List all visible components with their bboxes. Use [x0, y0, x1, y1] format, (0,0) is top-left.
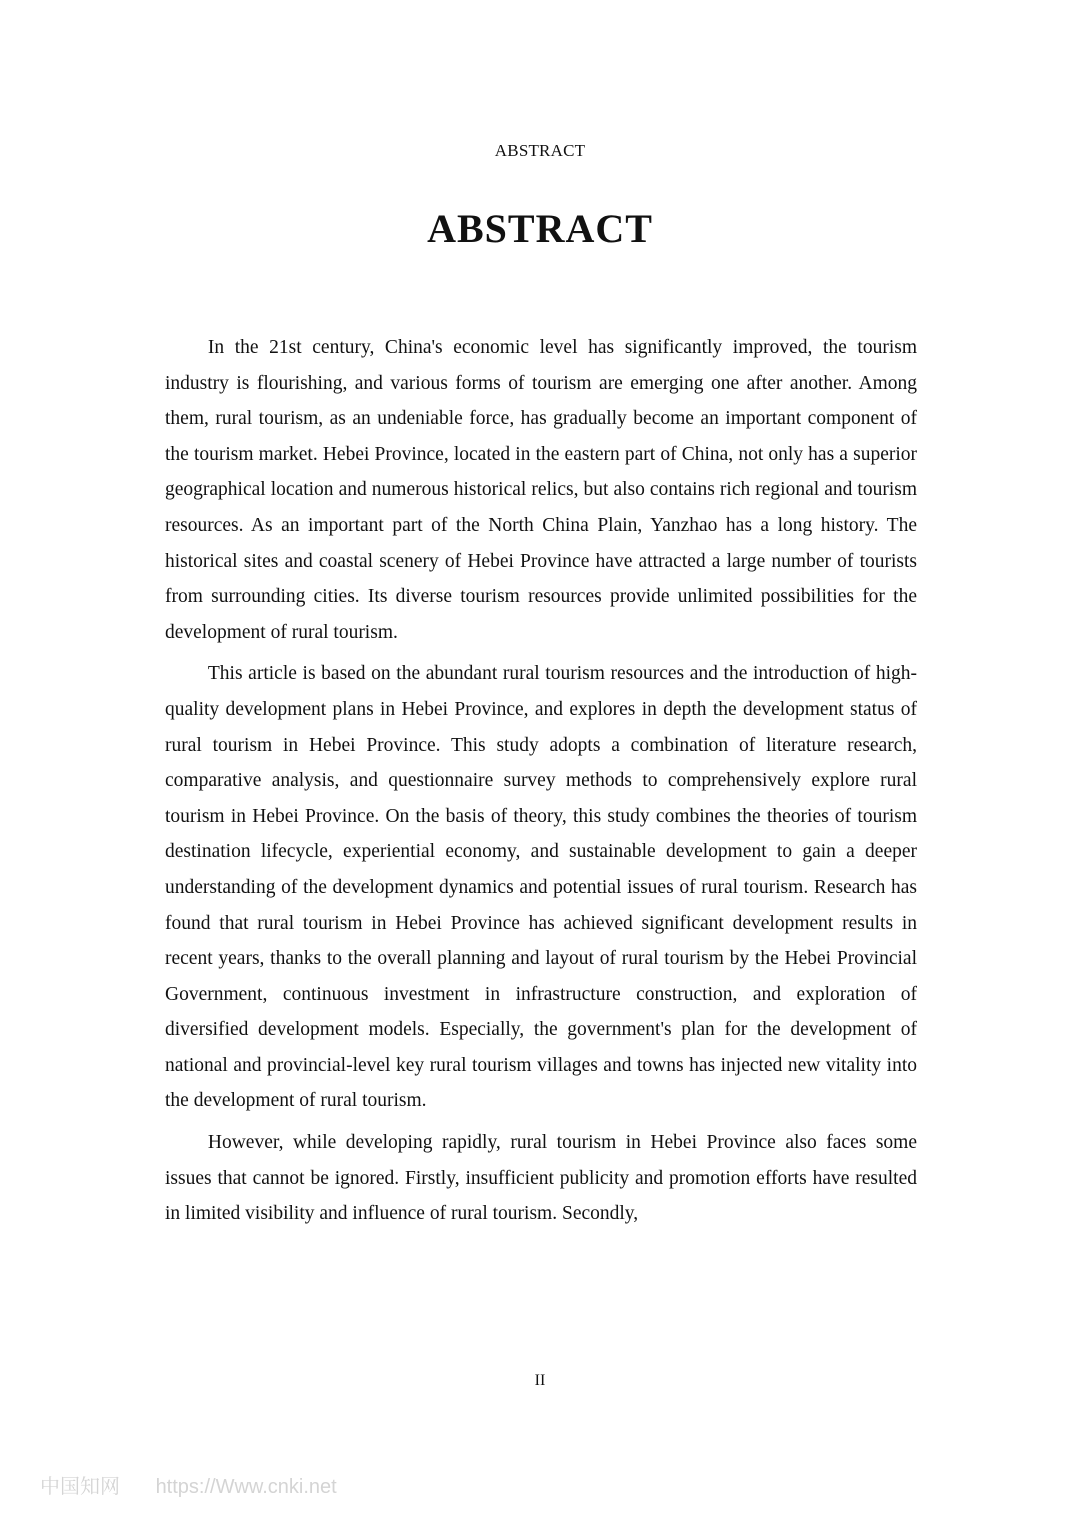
abstract-body — [165, 330, 917, 1238]
watermark-url: https://Www.cnki.net — [155, 1476, 337, 1498]
page-number: II — [534, 1372, 546, 1389]
paragraph: However, while developing rapidly, rural tourism in Hebei Province also faces some issues that cannot be ignored. Firstly, insufficient publicity and promotion efforts have resulted in limited visibility and influence of rural tourism. Secondly, — [165, 1132, 917, 1225]
paragraph: This article is based on the abundant rural tourism resources and the introduction of high-quality development plans in Hebei Province, and explores in depth the development status of rural tourism in Hebei Province. This study adopts a combination of literature research, comparative analysis, and questionnaire survey methods to comprehensively explore rural tourism in Hebei Province. On the basis of theory, this study combines the theories of tourism destination lifecycle, experiential economy, and sustainable development to gain a deeper understanding of the development dynamics and potential issues of rural tourism. Research has found that rural tourism in Hebei Province has achieved significant development results in recent years, thanks to the overall planning and layout of rural tourism by the Hebei Provincial Government, continuous investment in infrastructure construction, and exploration of diversified development models. Especially, the government's plan for the development of national and provincial-level key rural tourism villages and towns has injected new vitality into the development of rural tourism. — [165, 663, 917, 1112]
page-title: ABSTRACT — [427, 206, 653, 251]
running-header: ABSTRACT — [494, 141, 586, 160]
watermark-site-name: 中国知网 — [40, 1476, 120, 1498]
cnki-watermark — [40, 1470, 337, 1499]
paragraph: In the 21st century, China's economic level has significantly improved, the tourism industry is flourishing, and various forms of tourism are emerging one after another. Among them, rural tourism, as an undeniable force, has gradually become an important component of the tourism market. Hebei Province, located in the eastern part of China, not only has a superior geographical location and numerous historical relics, but also contains rich regional and tourism resources. As an important part of the North China Plain, Yanzhao has a long history. The historical sites and coastal scenery of Hebei Province have attracted a large number of tourists from surrounding cities. Its diverse tourism resources provide unlimited possibilities for the development of rural tourism. — [165, 337, 917, 643]
